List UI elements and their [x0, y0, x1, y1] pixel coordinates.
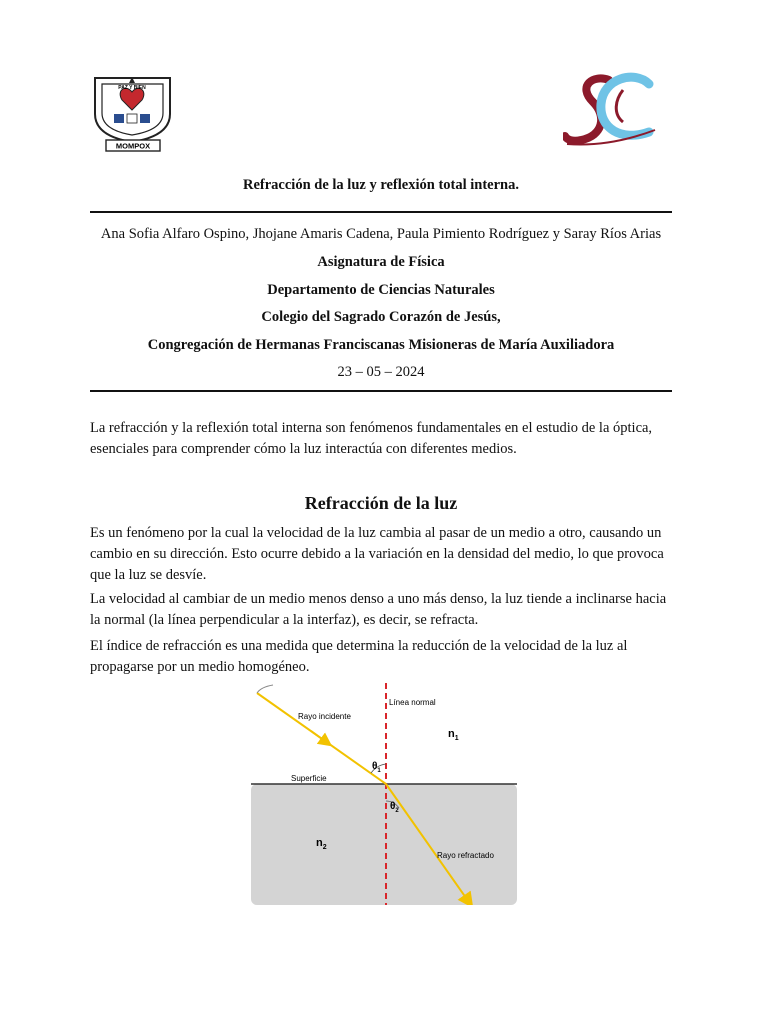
intro-paragraph	[90, 418, 680, 460]
medium-1-area	[251, 683, 517, 784]
surface-label: Superficie	[291, 774, 327, 783]
sc-monogram-logo	[563, 70, 658, 150]
crest-bottom-text: MOMPOX	[115, 141, 151, 151]
subject-line: Asignatura de Física	[317, 254, 445, 270]
p1-line-3: que la luz se desvíe.	[90, 567, 207, 583]
n1-label: $n_1$	[448, 728, 459, 742]
refraction-diagram	[251, 683, 517, 905]
date-line: 23 – 05 – 2024	[337, 364, 425, 380]
title-divider-bottom	[90, 390, 672, 392]
p2-line-2: la normal (la línea perpendicular a la interfaz), es decir, se refracta.	[90, 612, 479, 628]
crest-top-text: PAZ Y BIEN	[118, 85, 146, 91]
paragraph-1	[90, 523, 680, 586]
p1-line-1: Es un fenómeno por la cual la velocidad de la luz cambia al pasar de un medio a otro, causando un	[90, 525, 662, 541]
medium-2-area	[251, 784, 517, 905]
p3-line-2: propagarse por un medio homogéneo.	[90, 659, 310, 675]
theta1-label: $\theta_1$	[372, 761, 381, 774]
n2-label: $n_2$	[316, 837, 327, 851]
refracted-ray-label: Rayo refractado	[437, 851, 494, 860]
title-divider-top	[90, 211, 672, 213]
document-title: Refracción de la luz y reflexión total interna.	[243, 177, 519, 193]
department-line: Departamento de Ciencias Naturales	[267, 282, 495, 298]
congregation-line: Congregación de Hermanas Franciscanas Misioneras de María Auxiliadora	[147, 337, 615, 353]
authors-line: Ana Sofia Alfaro Ospino, Jhojane Amaris Cadena, Paula Pimiento Rodríguez y Saray Ríos Arias	[100, 226, 662, 242]
paragraph-3	[90, 636, 680, 678]
theta2-label: $\theta_2$	[390, 801, 399, 814]
p3-line-1: El índice de refracción es una medida que determina la reducción de la velocidad de la luz al	[90, 638, 628, 654]
section-heading: Refracción de la luz	[304, 493, 458, 513]
intro-line-2: esenciales para comprender cómo la luz interactúa con diferentes medios.	[90, 441, 517, 457]
paragraph-2	[90, 589, 680, 631]
intro-line-1: La refracción y la reflexión total interna son fenómenos fundamentales en el estudio de la óptica,	[90, 420, 653, 436]
p1-line-2: cambio en su dirección. Esto ocurre debido a la variación en la densidad del medio, lo que provoca	[90, 546, 664, 562]
school-crest-logo	[90, 70, 175, 152]
incident-ray-label: Rayo incidente	[298, 712, 351, 721]
school-line: Colegio del Sagrado Corazón de Jesús,	[261, 309, 501, 325]
p2-line-1: La velocidad al cambiar de un medio menos denso a uno más denso, la luz tiende a inclinarse hacia	[90, 591, 667, 607]
normal-line-label: Línea normal	[389, 698, 436, 707]
